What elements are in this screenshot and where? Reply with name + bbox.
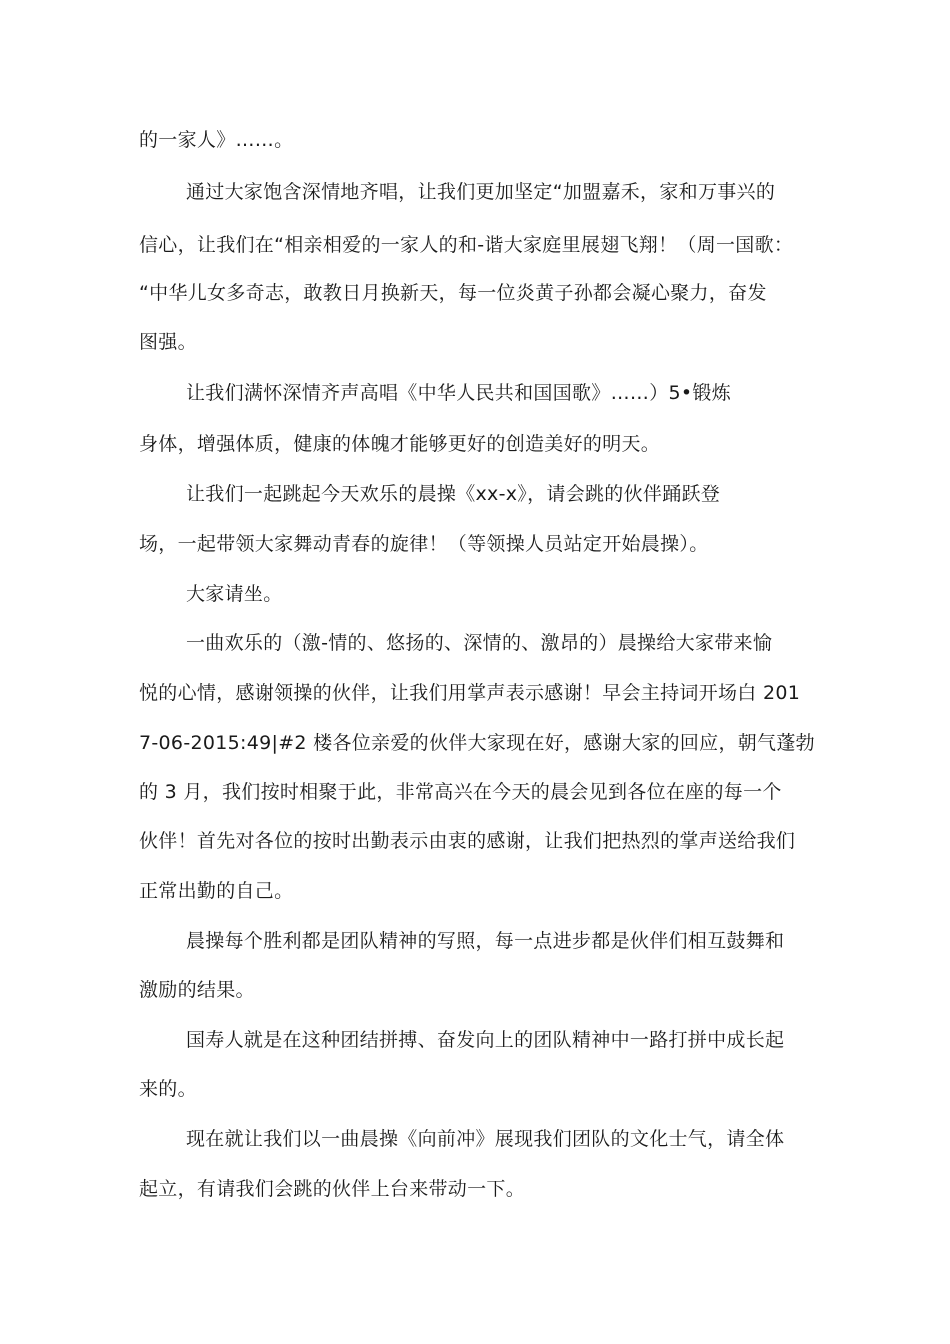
text-line: 伙伴！首先对各位的按时出勤表示由衷的感谢，让我们把热烈的掌声送给我们	[139, 830, 796, 852]
text-line: 场，一起带领大家舞动青春的旋律！（等领操人员站定开始晨操）。	[139, 533, 709, 555]
text-line: 国寿人就是在这种团结拼搏、奋发向上的团队精神中一路打拼中成长起	[186, 1029, 785, 1051]
text-line: 的一家人》……。	[139, 129, 294, 151]
text-line: 来的。	[139, 1078, 197, 1100]
text-line: 正常出勤的自己。	[139, 880, 294, 902]
text-line: 让我们满怀深情齐声高唱《中华人民共和国国歌》……）5•锻炼	[186, 382, 731, 404]
text-line: 身体，增强体质，健康的体魄才能够更好的创造美好的明天。	[139, 433, 661, 455]
text-line: 悦的心情，感谢领操的伙伴，让我们用掌声表示感谢！早会主持词开场白 201	[139, 682, 801, 704]
text-line: 让我们一起跳起今天欢乐的晨操《xx-x》，请会跳的伙伴踊跃登	[186, 483, 721, 505]
text-line: 晨操每个胜利都是团队精神的写照，每一点进步都是伙伴们相互鼓舞和	[186, 930, 785, 952]
text-line: 信心，让我们在“相亲相爱的一家人的和-谐大家庭里展翅飞翔！（周一国歌：	[139, 234, 794, 256]
text-line: 现在就让我们以一曲晨操《向前冲》展现我们团队的文化士气，请全体	[186, 1128, 785, 1150]
text-line: 激励的结果。	[139, 979, 255, 1001]
text-line: 一曲欢乐的（激-情的、悠扬的、深情的、激昂的）晨操给大家带来愉	[186, 632, 773, 654]
text-line: 起立，有请我们会跳的伙伴上台来带动一下。	[139, 1178, 526, 1200]
text-line: 大家请坐。	[186, 583, 283, 605]
text-line: “中华儿女多奇志，敢教日月换新天，每一位炎黄子孙都会凝心聚力，奋发	[139, 282, 767, 304]
text-line: 7-06-2015:49|#2 楼各位亲爱的伙伴大家现在好，感谢大家的回应，朝气蓬勃	[139, 732, 815, 754]
text-line: 图强。	[139, 331, 197, 353]
text-line: 通过大家饱含深情地齐唱，让我们更加坚定“加盟嘉禾，家和万事兴的	[186, 181, 776, 203]
text-line: 的 3 月，我们按时相聚于此，非常高兴在今天的晨会见到各位在座的每一个	[139, 781, 782, 803]
